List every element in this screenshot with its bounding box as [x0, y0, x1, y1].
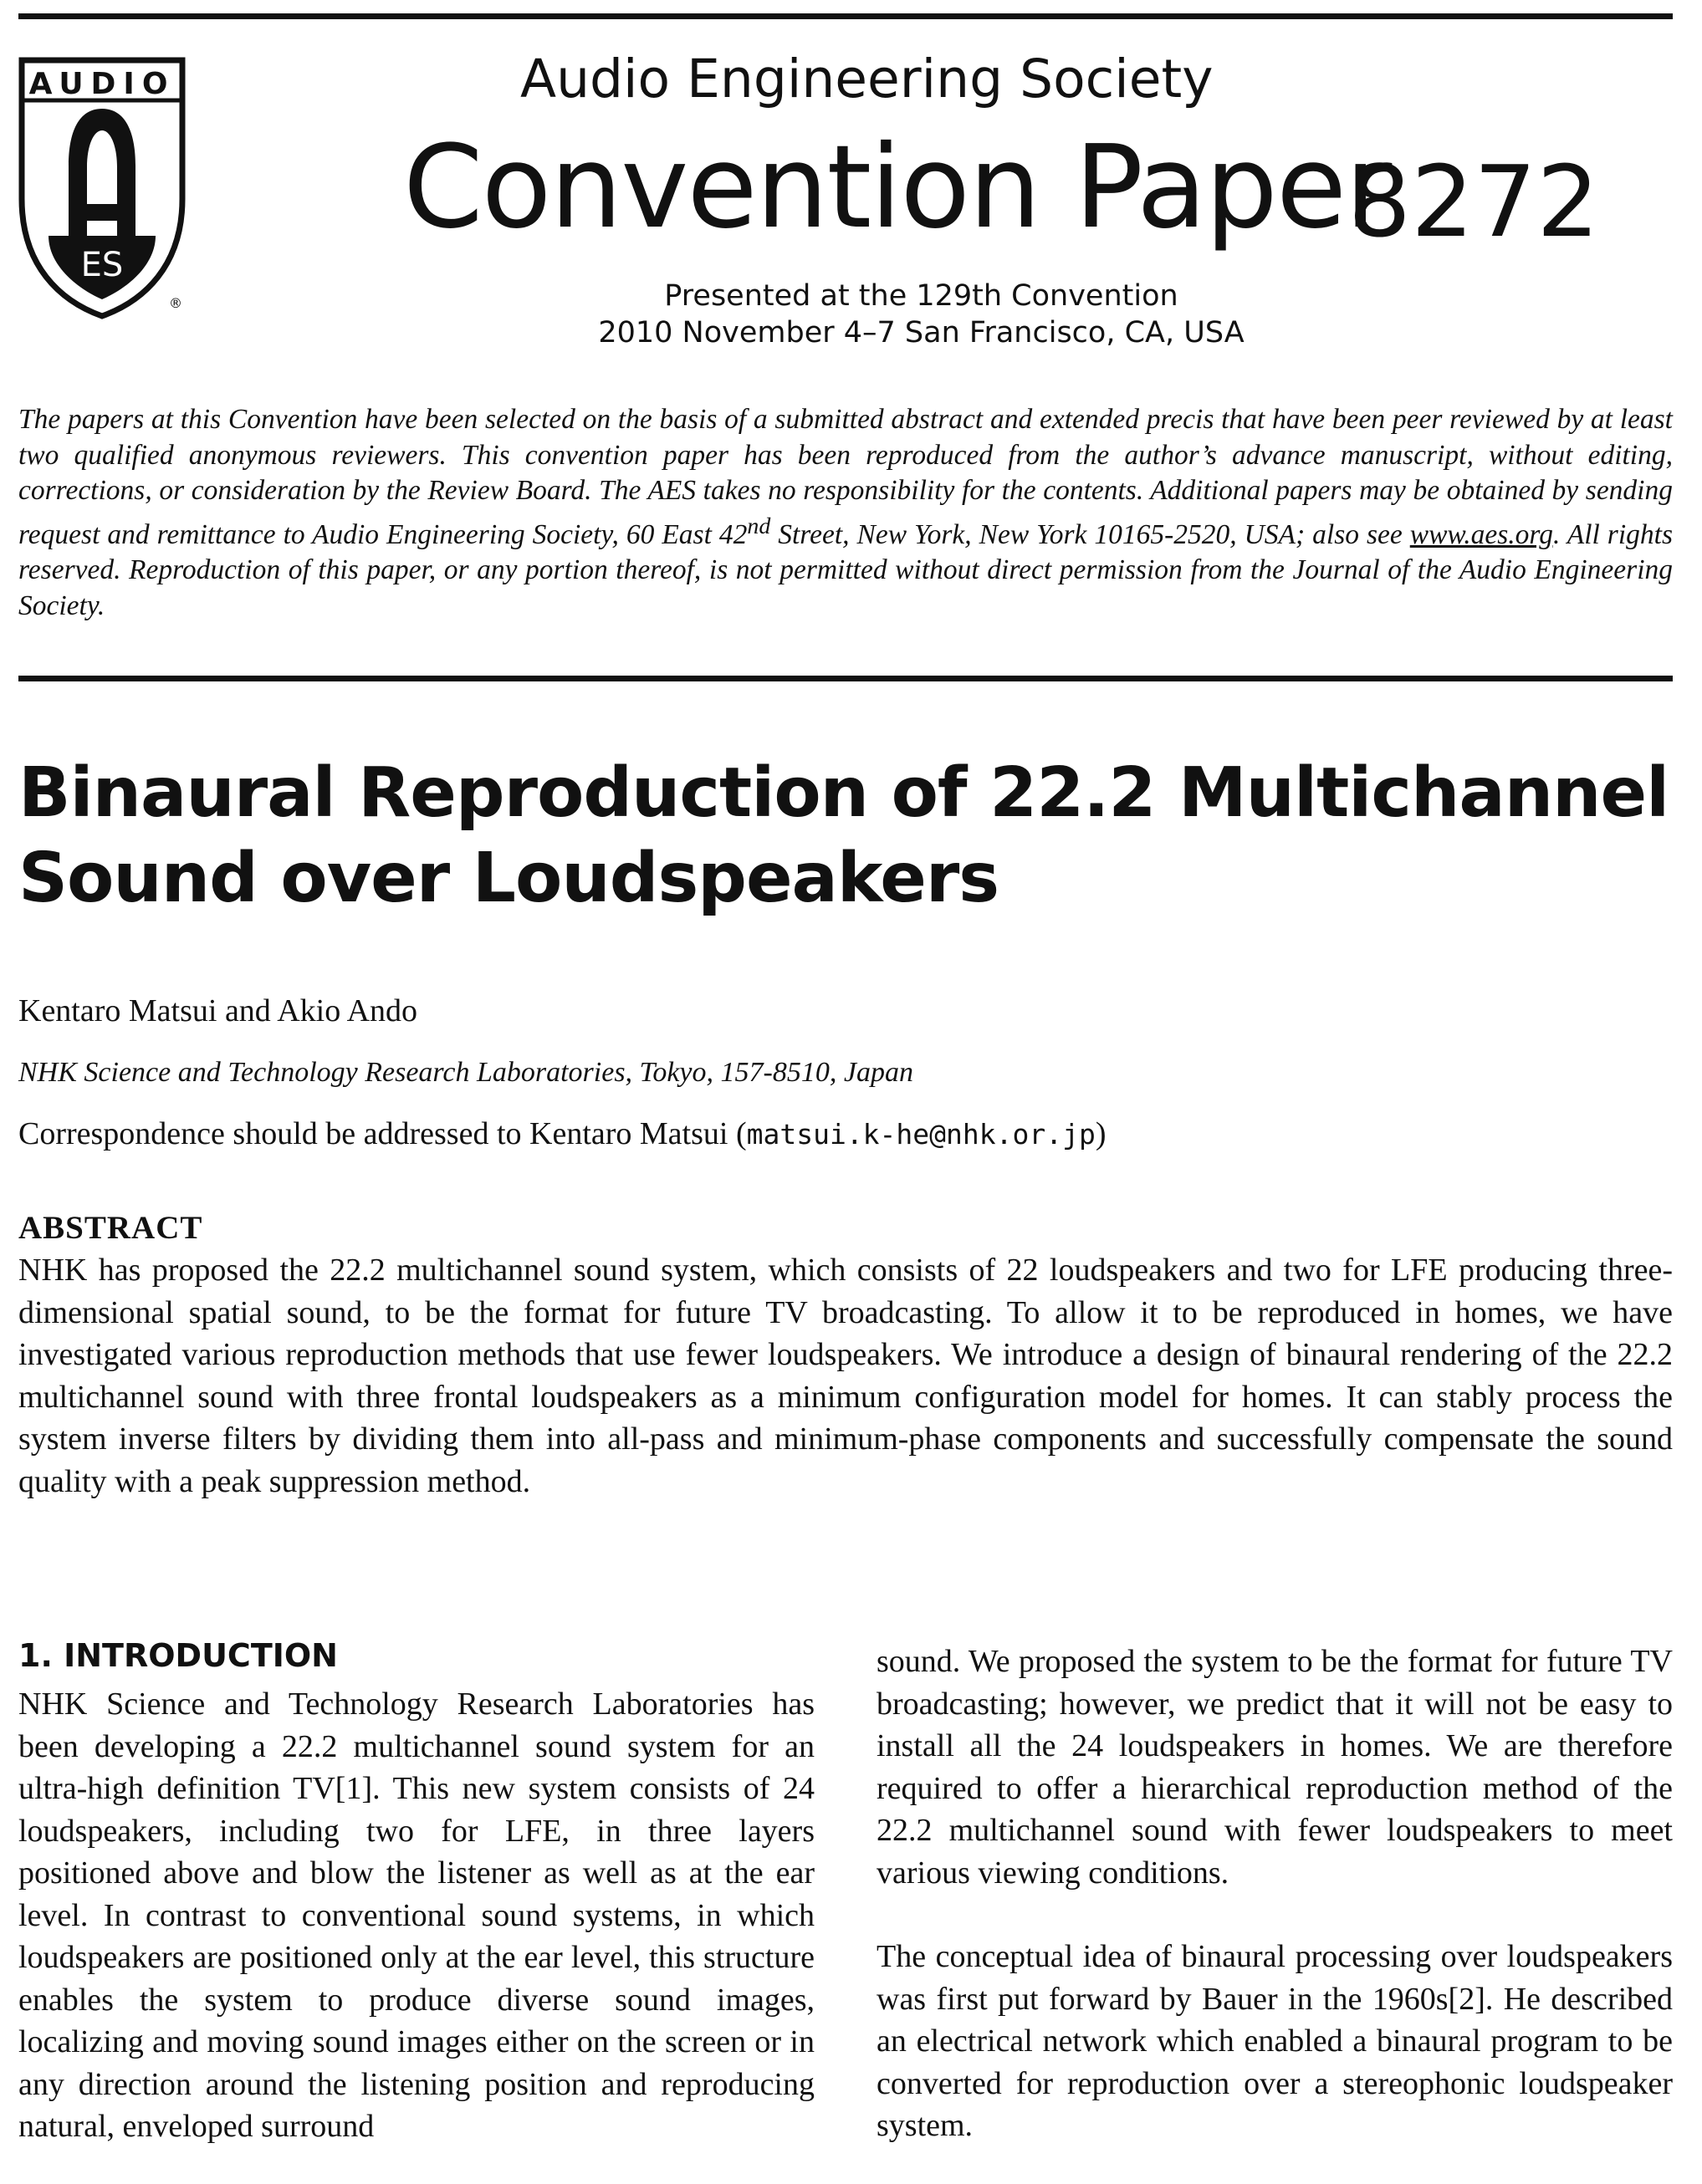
- registered-mark: ®: [169, 295, 182, 311]
- aes-website-link[interactable]: www.aes.org: [1409, 518, 1553, 550]
- introduction-heading: 1. INTRODUCTION: [18, 1637, 338, 1674]
- logo-bottom-text: ES: [80, 246, 124, 284]
- intro-right-paragraph-1: sound. We proposed the system to be the format for future TV broadcasting; however, we predict that it will not be easy to install all the 24 loudspeakers in homes. We are therefore required to offer a hierarchical reproduction method of the 22.2 multichannel sound with fewer loudspeakers to meet various viewing conditions.: [877, 1644, 1673, 1891]
- disclaimer: [18, 402, 1673, 624]
- authors: Kentaro Matsui and Akio Ando: [18, 993, 418, 1028]
- disclaimer-superscript: nd: [747, 513, 771, 539]
- abstract-heading: ABSTRACT: [18, 1210, 203, 1246]
- paper-title: [18, 751, 1673, 921]
- document-type: Convention Paper: [403, 121, 1391, 254]
- correspondence: [18, 1115, 1107, 1152]
- paper-number: 8272: [1348, 144, 1600, 259]
- disclaimer-text-1: The papers at this Convention have been selected on the basis of a submitted abstract and extended precis that have been peer reviewed by at least two qualified anonymous reviewers. This convention paper has been reproduced from the author’s advance manuscript, without editing, corrections, or consideration by the Review Board. The AES takes no responsibility for the contents. Additional papers may be obtained by sending request and remittance to Audio Engineering Society, 60 East 42: [18, 404, 1673, 550]
- intro-right-paragraph-2: The conceptual idea of binaural processing over loudspeakers was first put forward by Bauer in the 1960s[2]. He described an electrical network which enabled a binaural program to be converted for reproduction over a stereophonic loudspeaker system.: [877, 1939, 1673, 2143]
- email-link[interactable]: matsui.k-he@nhk.or.jp: [746, 1118, 1096, 1151]
- correspondence-suffix: ): [1095, 1116, 1107, 1151]
- disclaimer-text-2: Street, New York, New York 10165-2520, USA; also see: [770, 518, 1410, 550]
- title-line-2: Sound over Loudspeakers: [18, 839, 999, 918]
- intro-right-column: [877, 1641, 1673, 2147]
- society-name: Audio Engineering Society: [520, 48, 1214, 110]
- section-rule: [18, 676, 1673, 681]
- correspondence-prefix: Correspondence should be addressed to Kentaro Matsui (: [18, 1116, 747, 1151]
- abstract-body: NHK has proposed the 22.2 multichannel sound system, which consists of 22 loudspeakers and two for LFE producing three-dimensional spatial sound, to be the format for future TV broadcasting. To allow it to be reproduced in homes, we have investigated various reproduction methods that use fewer loudspeakers. We introduce a design of binaural rendering of the 22.2 multichannel sound with three frontal loudspeakers as a minimum configuration model for homes. It can stably process the system inverse filters by dividing them into all-pass and minimum-phase components and successfully compensate the sound quality with a peak suppression method.: [18, 1253, 1673, 1499]
- title-line-1: Binaural Reproduction of 22.2 Multichannel: [18, 753, 1669, 833]
- affiliation: NHK Science and Technology Research Laboratories, Tokyo, 157-8510, Japan: [18, 1057, 913, 1088]
- disclaimer-text-3: . All rights reserved. Reproduction of this paper, or any portion thereof, is not permitted without direct permission from the Journal of the Audio Engineering Society.: [18, 518, 1673, 621]
- presented-info: [0, 279, 1702, 350]
- intro-left-column: NHK Science and Technology Research Laboratories has been developing a 22.2 multichannel sound system for an ultra-high definition TV[1]. This new system consists of 24 loudspeakers, including two for LFE, in three layers positioned above and blow the listener as well as at the ear level. In contrast to conventional sound systems, in which loudspeakers are positioned only at the ear level, this structure enables the system to produce diverse sound images, localizing and moving sound images either on the screen or in any direction around the listening position and reproducing natural, enveloped surround: [18, 1686, 815, 2144]
- presented-line-2: 2010 November 4–7 San Francisco, CA, USA: [598, 316, 1245, 350]
- presented-line-1: Presented at the 129th Convention: [664, 279, 1178, 313]
- logo-top-text: AUDIO: [28, 67, 176, 101]
- top-rule: [18, 13, 1673, 19]
